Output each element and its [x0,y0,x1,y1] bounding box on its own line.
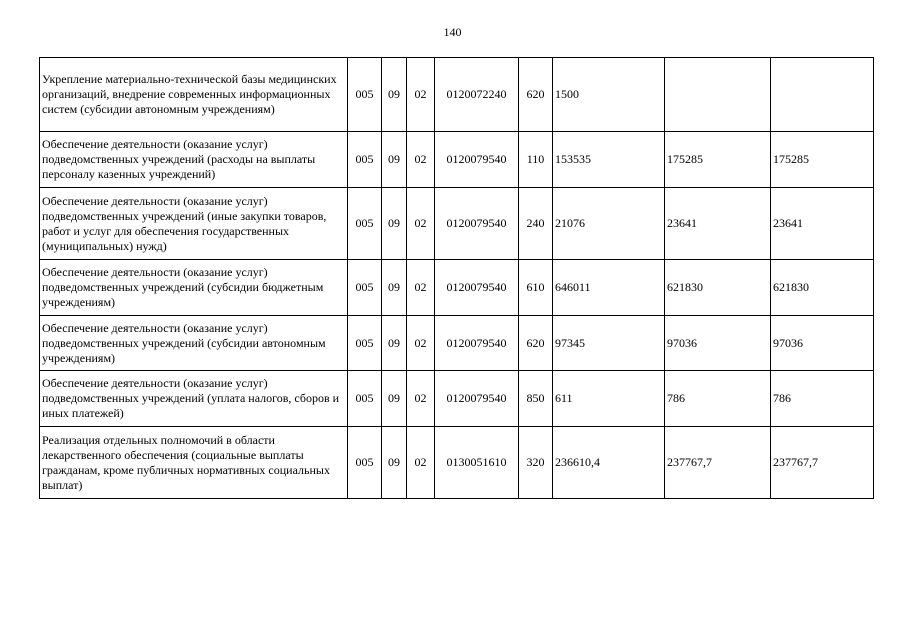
subsection-code: 02 [407,58,435,132]
row-name: Обеспечение деятельности (оказание услуг) подведомственных учреждений (уплата налогов, сборов и иных платежей) [40,371,348,427]
page-number: 140 [443,25,462,39]
ministry-code: 005 [348,188,382,260]
table-row [40,188,874,260]
amount-year-3: 621830 [771,260,874,316]
amount-year-1: 97345 [553,316,665,371]
amount-year-2: 786 [665,371,771,427]
table-row [40,132,874,188]
amount-year-1: 1500 [553,58,665,132]
section-code: 09 [382,371,407,427]
row-name: Реализация отдельных полномочий в области лекарственного обеспечения (социальные выплаты гражданам, кроме публичных нормативных социальных выплат) [40,427,348,499]
amount-year-2: 621830 [665,260,771,316]
subsection-code: 02 [407,371,435,427]
target-article-code: 0120079540 [435,371,519,427]
table-row [40,371,874,427]
table-row [40,427,874,499]
amount-year-1: 21076 [553,188,665,260]
subsection-code: 02 [407,260,435,316]
amount-year-3: 23641 [771,188,874,260]
amount-year-3: 97036 [771,316,874,371]
subsection-code: 02 [407,132,435,188]
ministry-code: 005 [348,58,382,132]
subsection-code: 02 [407,316,435,371]
expense-type-code: 620 [519,58,553,132]
target-article-code: 0130051610 [435,427,519,499]
target-article-code: 0120079540 [435,260,519,316]
target-article-code: 0120079540 [435,188,519,260]
target-article-code: 0120072240 [435,58,519,132]
ministry-code: 005 [348,427,382,499]
section-code: 09 [382,316,407,371]
section-code: 09 [382,188,407,260]
ministry-code: 005 [348,260,382,316]
amount-year-2: 237767,7 [665,427,771,499]
amount-year-3: 175285 [771,132,874,188]
amount-year-2 [665,58,771,132]
amount-year-2: 175285 [665,132,771,188]
expense-type-code: 850 [519,371,553,427]
table-row [40,316,874,371]
table-row [40,260,874,316]
row-name: Обеспечение деятельности (оказание услуг) подведомственных учреждений (иные закупки товаров, работ и услуг для обеспечения государственных (муниципальных) нужд) [40,188,348,260]
expense-type-code: 240 [519,188,553,260]
subsection-code: 02 [407,188,435,260]
section-code: 09 [382,58,407,132]
amount-year-2: 23641 [665,188,771,260]
row-name: Укрепление материально-технической базы медицинских организаций, внедрение современных информационных систем (субсидии автономным учреждениям) [40,58,348,132]
target-article-code: 0120079540 [435,132,519,188]
subsection-code: 02 [407,427,435,499]
row-name: Обеспечение деятельности (оказание услуг) подведомственных учреждений (расходы на выплаты персоналу казенных учреждений) [40,132,348,188]
table-row [40,58,874,132]
expense-type-code: 320 [519,427,553,499]
amount-year-1: 153535 [553,132,665,188]
amount-year-3: 237767,7 [771,427,874,499]
amount-year-1: 611 [553,371,665,427]
row-name: Обеспечение деятельности (оказание услуг) подведомственных учреждений (субсидии бюджетным учреждениям) [40,260,348,316]
expense-type-code: 110 [519,132,553,188]
section-code: 09 [382,260,407,316]
section-code: 09 [382,427,407,499]
expense-type-code: 620 [519,316,553,371]
table-body [40,58,874,499]
ministry-code: 005 [348,316,382,371]
amount-year-3: 786 [771,371,874,427]
budget-table [39,57,874,499]
target-article-code: 0120079540 [435,316,519,371]
ministry-code: 005 [348,371,382,427]
amount-year-2: 97036 [665,316,771,371]
amount-year-1: 236610,4 [553,427,665,499]
expense-type-code: 610 [519,260,553,316]
section-code: 09 [382,132,407,188]
row-name: Обеспечение деятельности (оказание услуг) подведомственных учреждений (субсидии автономным учреждениям) [40,316,348,371]
ministry-code: 005 [348,132,382,188]
amount-year-3 [771,58,874,132]
amount-year-1: 646011 [553,260,665,316]
